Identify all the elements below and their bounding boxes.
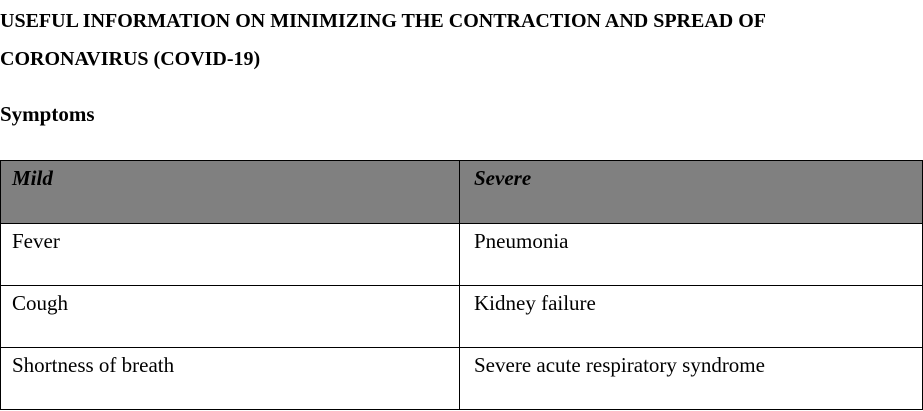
table-row bbox=[1, 348, 923, 410]
table-cell-mild: Fever bbox=[1, 224, 460, 286]
table-row bbox=[1, 224, 923, 286]
document-title: USEFUL INFORMATION ON MINIMIZING THE CONTRACTION AND SPREAD OF CORONAVIRUS (COVID-19) bbox=[0, 10, 766, 70]
table-cell-severe: Pneumonia bbox=[460, 224, 923, 286]
table-cell-severe: Kidney failure bbox=[460, 286, 923, 348]
column-header-severe: Severe bbox=[460, 161, 923, 224]
symptoms-table bbox=[0, 160, 923, 410]
column-header-mild: Mild bbox=[1, 161, 460, 224]
table-cell-mild: Cough bbox=[1, 286, 460, 348]
symptoms-heading: Symptoms bbox=[0, 102, 95, 126]
table-cell-severe: Severe acute respiratory syndrome bbox=[460, 348, 923, 410]
table-header-row bbox=[1, 161, 923, 224]
table-cell-mild: Shortness of breath bbox=[1, 348, 460, 410]
table-row bbox=[1, 286, 923, 348]
